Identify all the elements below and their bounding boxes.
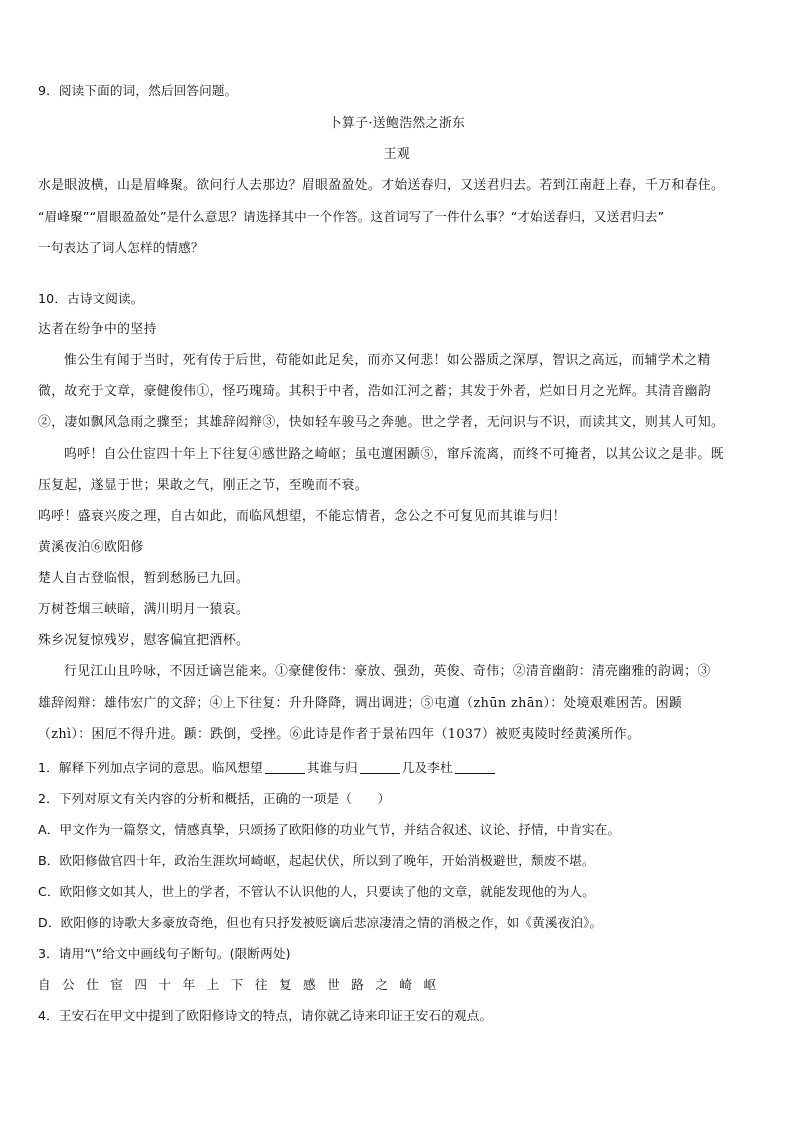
sub3-prompt: 3．请用“\”给文中画线句子断句。(限断两处) xyxy=(38,946,291,961)
answer-blank[interactable] xyxy=(360,761,400,774)
sub4-prompt: 4．王安石在甲文中提到了欧阳修诗文的特点，请你就乙诗来印证王安石的观点。 xyxy=(38,1008,493,1023)
q9-question-line-1: “眉峰聚”“眉眼盈盈处”是什么意思？请选择其中一个作答。这首词写了一件什么事？“才始送春归，又送君归去” xyxy=(38,209,665,224)
poem-b-line: 殊乡况复惊残岁，慰客偏宜把酒杯。 xyxy=(38,633,250,648)
passage-a-line: 呜呼！盛衰兴废之理，自古如此，而临风想望，不能忘情者，念公之不可复见而其谁与归！ xyxy=(38,509,566,524)
passage-a-line: 压复起，遂显于世；果敢之气，刚正之节，至晚而不衰。 xyxy=(38,478,368,493)
option-c: C．欧阳修文如其人，世上的学者，不管认不认识他的人，只要读了他的文章，就能发现他的为人。 xyxy=(38,884,595,899)
option-a: A．甲文作为一篇祭文，情感真挚，只颂扬了欧阳修的功业气节，并结合叙述、议论、抒情，中肯实在。 xyxy=(38,822,621,837)
passage-b-title: 黄溪夜泊⑥欧阳修 xyxy=(38,540,144,555)
notes-line-1 xyxy=(64,663,711,681)
sub1-term-3: 几及李杜 xyxy=(401,760,453,775)
answer-blank[interactable] xyxy=(455,761,495,774)
sub2-prompt: 2．下列对原文有关内容的分析和概括，正确的一项是（ ） xyxy=(38,791,391,806)
option-b: B．欧阳修做官四十年，政治生涯坎坷崎岖，起起伏伏，所以到了晚年，开始消极避世，颓废不堪。 xyxy=(38,853,595,868)
q9-question-line-2: 一句表达了词人怎样的情感？ xyxy=(38,240,204,255)
poem-b-line: 楚人自古登临恨，暂到愁肠已九回。 xyxy=(38,571,250,586)
sub3-sentence: 自公仕宦四十年上下往复感世路之崎岖 xyxy=(38,977,448,992)
poem-b-line: 万树苍烟三峡暗，满川明月一猿哀。 xyxy=(38,602,250,617)
passage-a-line: 惟公生有闻于当时，死有传于后世，苟能如此足矣，而亦又何悲！如公器质之深厚，智识之高远，而辅学术之精 xyxy=(64,353,711,368)
notes-line-3: （zhì）：困厄不得升进。踬：跌倒，受挫。⑥此诗是作者于景祐四年（1037）被贬夷陵时经黄溪所作。 xyxy=(38,727,641,742)
sub1-question xyxy=(38,759,497,777)
answer-blank[interactable] xyxy=(265,761,305,774)
poem-body: 水是眼波横，山是眉峰聚。欲问行人去那边？眉眼盈盈处。才始送春归，又送君归去。若到江南赶上春，千万和春住。 xyxy=(38,178,725,193)
notes-text: ①豪健俊伟：豪放、强劲，英俊、奇伟；②清音幽韵：清亮幽雅的韵调；③ xyxy=(275,664,711,679)
poem-b-last-line: 行见江山且吟咏，不因迁谪岂能来。 xyxy=(64,664,276,679)
sub1-prefix: 1．解释下列加点字词的意思。临风想望 xyxy=(38,760,263,775)
sub1-term-2: 其谁与归 xyxy=(306,760,358,775)
option-d: D．欧阳修的诗歌大多豪放奇绝，但也有只抒发被贬谪后悲凉凄清之情的消极之作，如《黄溪夜泊》。 xyxy=(38,915,603,930)
q10-prompt: 10．古诗文阅读。 xyxy=(38,291,144,306)
poem-title: 卜算子·送鲍浩然之浙东 xyxy=(328,116,466,131)
passage-a-line: 微，故充于文章，豪健俊伟①，怪巧瑰琦。其积于中者，浩如江河之蓄；其发于外者，烂如日月之光辉。其清音幽韵 xyxy=(38,384,712,399)
passage-a-line: ②，凄如飘风急雨之骤至；其雄辞闳辩③，快如轻车骏马之奔驰。世之学者，无问识与不识，而读其文，则其人可知。 xyxy=(38,415,725,430)
poem-author: 王观 xyxy=(383,147,411,162)
passage-a-line: 呜呼！自公仕宦四十年上下往复④感世路之崎岖；虽屯邅困踬⑤，窜斥流离，而终不可掩者，以其公议之是非。既 xyxy=(64,447,724,462)
q9-prompt: 9．阅读下面的词，然后回答问题。 xyxy=(38,83,238,98)
passage-a-title: 达者在纷争中的坚持 xyxy=(38,322,157,337)
notes-line-2: 雄辞闳辩：雄伟宏广的文辞；④上下往复：升升降降，调出调进；⑤屯邅（zhūn zhān）：处境艰难困苦。困踬 xyxy=(38,696,683,711)
